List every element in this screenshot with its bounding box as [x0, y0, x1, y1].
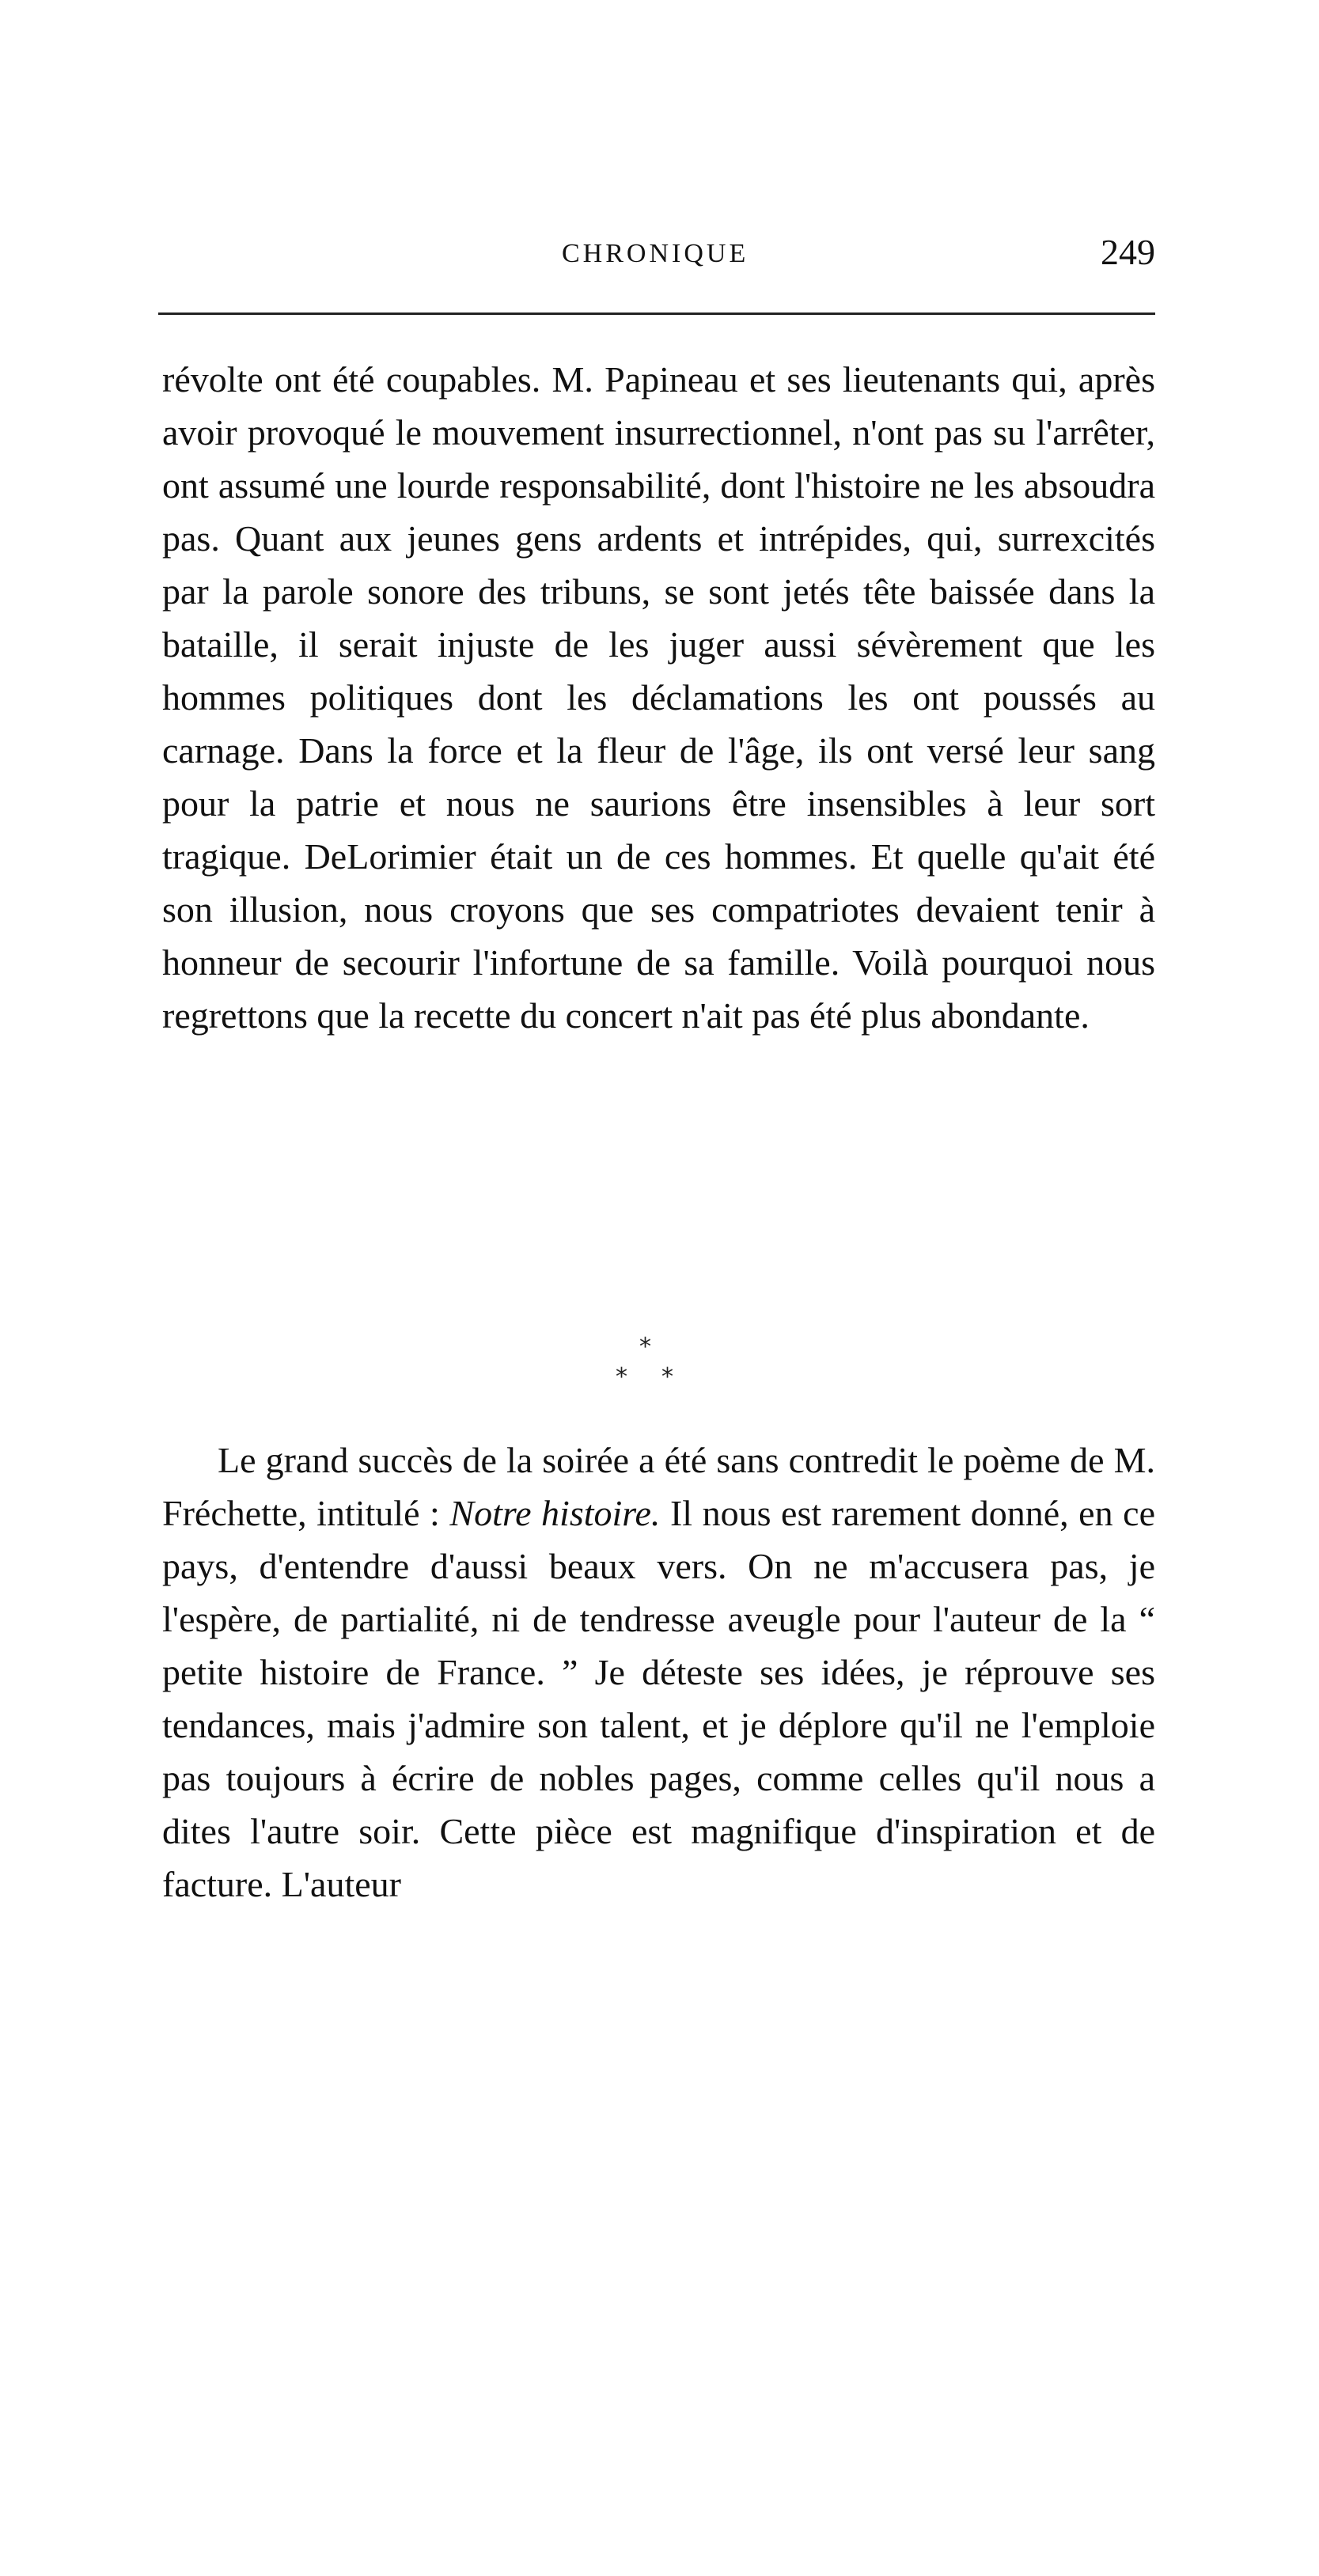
running-head: CHRONIQUE [562, 239, 749, 268]
paragraph-2 [162, 1434, 1155, 1911]
asterism-star-right: * [661, 1363, 673, 1391]
paragraph-2-intro: Le grand succès de la soirée a été sans contredit le poème de M. Fréchette, intitulé : [162, 1440, 1155, 1533]
paragraph-2-rest: Il nous est rarement donné, en ce pays, d'entendre d'aussi beaux vers. On ne m'accusera pas, je l'espère, de partialité, ni de tendresse aveugle pour l'auteur de la “ petite histoire de France. ” Je déteste ses idées, je réprouve ses tendances, mais j'admire son talent, et je déplore qu'il ne l'emploie pas toujours à écrire de nobles pages, comme celles qu'il nous a dites l'autre soir. Cette pièce est magnifique d'inspiration et de facture. L'auteur [162, 1493, 1155, 1904]
asterism-star-top: * [639, 1333, 651, 1361]
poem-title: Notre histoire. [449, 1493, 661, 1533]
paragraph-1 [162, 353, 1155, 1042]
page-header [158, 231, 1155, 278]
paragraph-2-text [162, 1434, 1155, 1911]
page-number: 249 [1101, 232, 1155, 272]
paragraph-1-text: révolte ont été coupables. M. Papineau et ses lieutenants qui, après avoir provoqué le mouvement insurrectionnel, n'ont pas su l'arrêter, ont assumé une lourde responsabilité, dont l'histoire ne les absoudra pas. Quant aux jeunes gens ardents et intrépides, qui, surrexcités par la parole sonore des tribuns, se sont jetés tête baissée dans la bataille, il serait injuste de les juger aussi sévèrement que les hommes politiques dont les déclamations les ont poussés au carnage. Dans la force et la fleur de l'âge, ils ont versé leur sang pour la patrie et nous ne saurions être insensibles à leur sort tragique. DeLorimier était un de ces hommes. Et quelle qu'ait été son illusion, nous croyons que ses compatriotes devaient tenir à honneur de secourir l'infortune de sa famille. Voilà pourquoi nous regrettons que la recette du concert n'ait pas été plus abondante. [162, 359, 1155, 1036]
asterism-separator [609, 1333, 696, 1404]
header-rule [158, 313, 1155, 315]
asterism-star-left: * [616, 1363, 627, 1391]
